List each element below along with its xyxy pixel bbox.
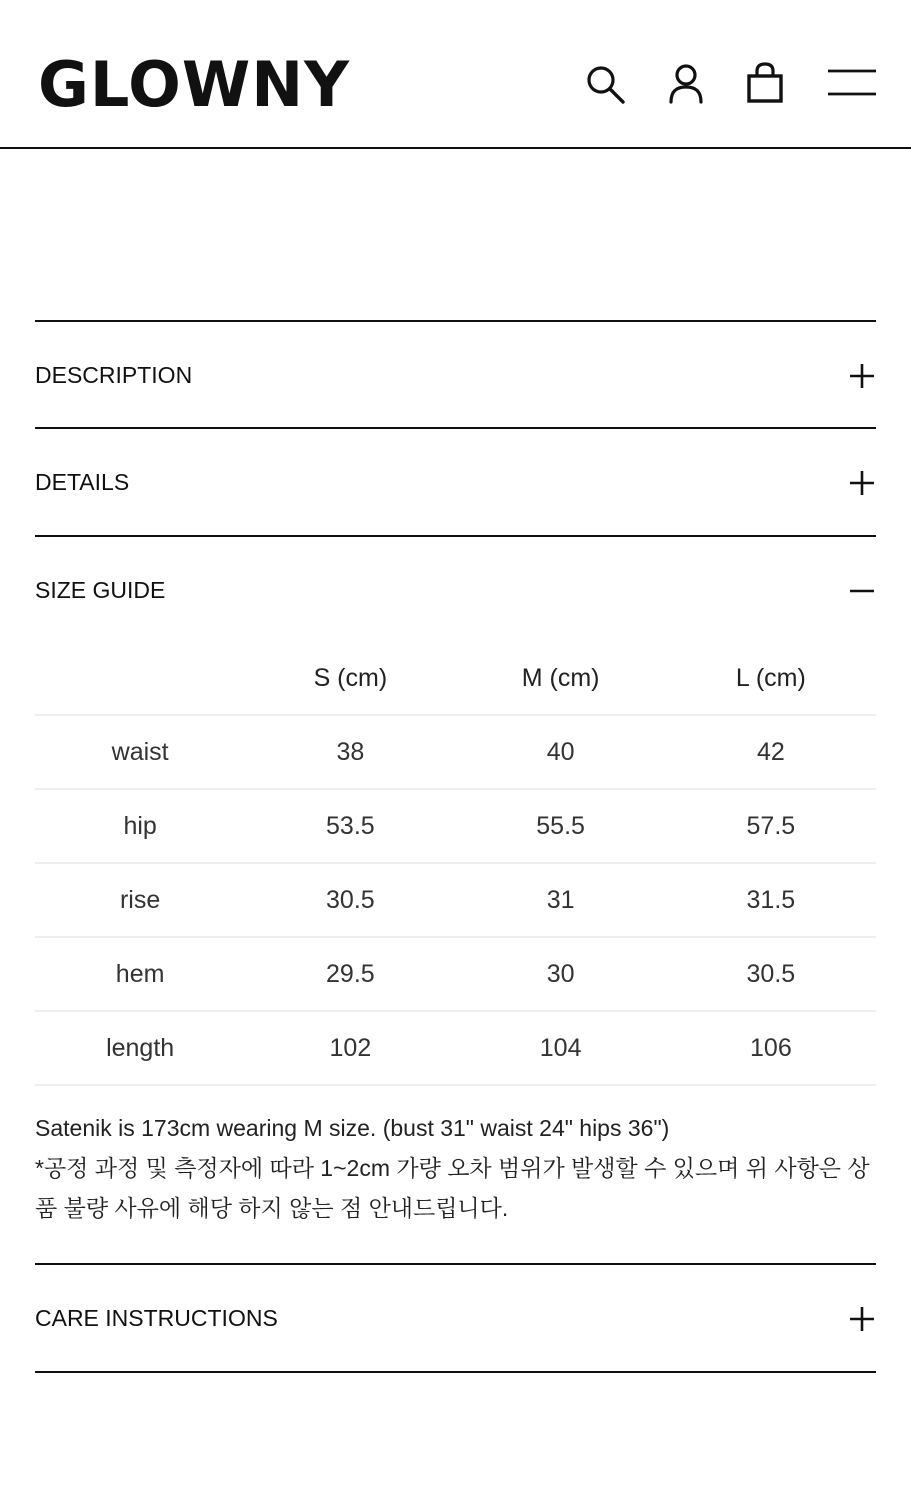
size-table [35, 642, 876, 1086]
row-label: hip [123, 811, 157, 840]
table-cell: 102 [329, 1033, 372, 1062]
accordion-title: CARE INSTRUCTIONS [35, 1305, 278, 1331]
table-header-row [35, 642, 876, 715]
table-cell: 30.5 [746, 959, 796, 988]
shopping-bag-icon [746, 62, 784, 104]
menu-icon [828, 68, 876, 98]
table-cell: 29.5 [326, 959, 375, 988]
account-icon [668, 64, 704, 104]
table-cell: 31 [546, 885, 575, 914]
table-cell: 42 [756, 737, 785, 766]
search-button[interactable] [585, 64, 625, 104]
cart-button[interactable] [746, 62, 784, 104]
accordion-title: DETAILS [35, 469, 130, 495]
divider [35, 1371, 876, 1373]
accordion-size-guide[interactable] [35, 537, 876, 643]
table-cell: 104 [539, 1033, 582, 1062]
size-note [35, 1108, 876, 1228]
row-label: hem [115, 959, 165, 988]
table-cell: 38 [336, 737, 365, 766]
site-header [0, 0, 911, 149]
table-cell: 53.5 [326, 811, 375, 840]
table-cell: 40 [546, 737, 575, 766]
plus-icon[interactable] [850, 364, 874, 393]
table-row [35, 715, 876, 789]
menu-button[interactable] [828, 68, 876, 98]
table-cell: 31.5 [746, 885, 796, 914]
column-header: L (cm) [735, 663, 806, 692]
plus-icon[interactable] [850, 1307, 874, 1336]
model-size-note: Satenik is 173cm wearing M size. (bust 31" waist 24" hips 36") [35, 1115, 670, 1141]
accordion-description[interactable] [35, 322, 876, 428]
table-cell: 57.5 [746, 811, 796, 840]
table-row [35, 789, 876, 863]
column-header [35, 642, 245, 715]
account-button[interactable] [668, 64, 704, 104]
accordion-title: SIZE GUIDE [35, 577, 166, 603]
accordion-title: DESCRIPTION [35, 362, 193, 388]
row-label: rise [119, 885, 161, 914]
plus-icon[interactable] [850, 471, 874, 500]
table-row [35, 863, 876, 937]
accordion-details[interactable] [35, 429, 876, 535]
table-row [35, 1011, 876, 1085]
search-icon [585, 64, 625, 104]
table-cell: 55.5 [536, 811, 585, 840]
measurement-disclaimer: *공정 과정 및 측정자에 따라 1~2cm 가량 오차 범위가 발생할 수 있으며 위 사항은 상품 불량 사유에 해당 하지 않는 점 안내드립니다. [35, 1155, 870, 1221]
row-label: waist [111, 737, 169, 766]
row-label: length [106, 1033, 175, 1062]
column-header: M (cm) [521, 663, 600, 692]
minus-icon[interactable] [850, 579, 874, 608]
table-row [35, 937, 876, 1011]
table-cell: 30 [546, 959, 575, 988]
accordion-care-instructions[interactable] [35, 1265, 876, 1371]
brand-logo[interactable]: GLOWNY [38, 48, 351, 121]
table-cell: 30.5 [326, 885, 375, 914]
column-header: S (cm) [313, 663, 388, 692]
table-cell: 106 [750, 1033, 792, 1062]
